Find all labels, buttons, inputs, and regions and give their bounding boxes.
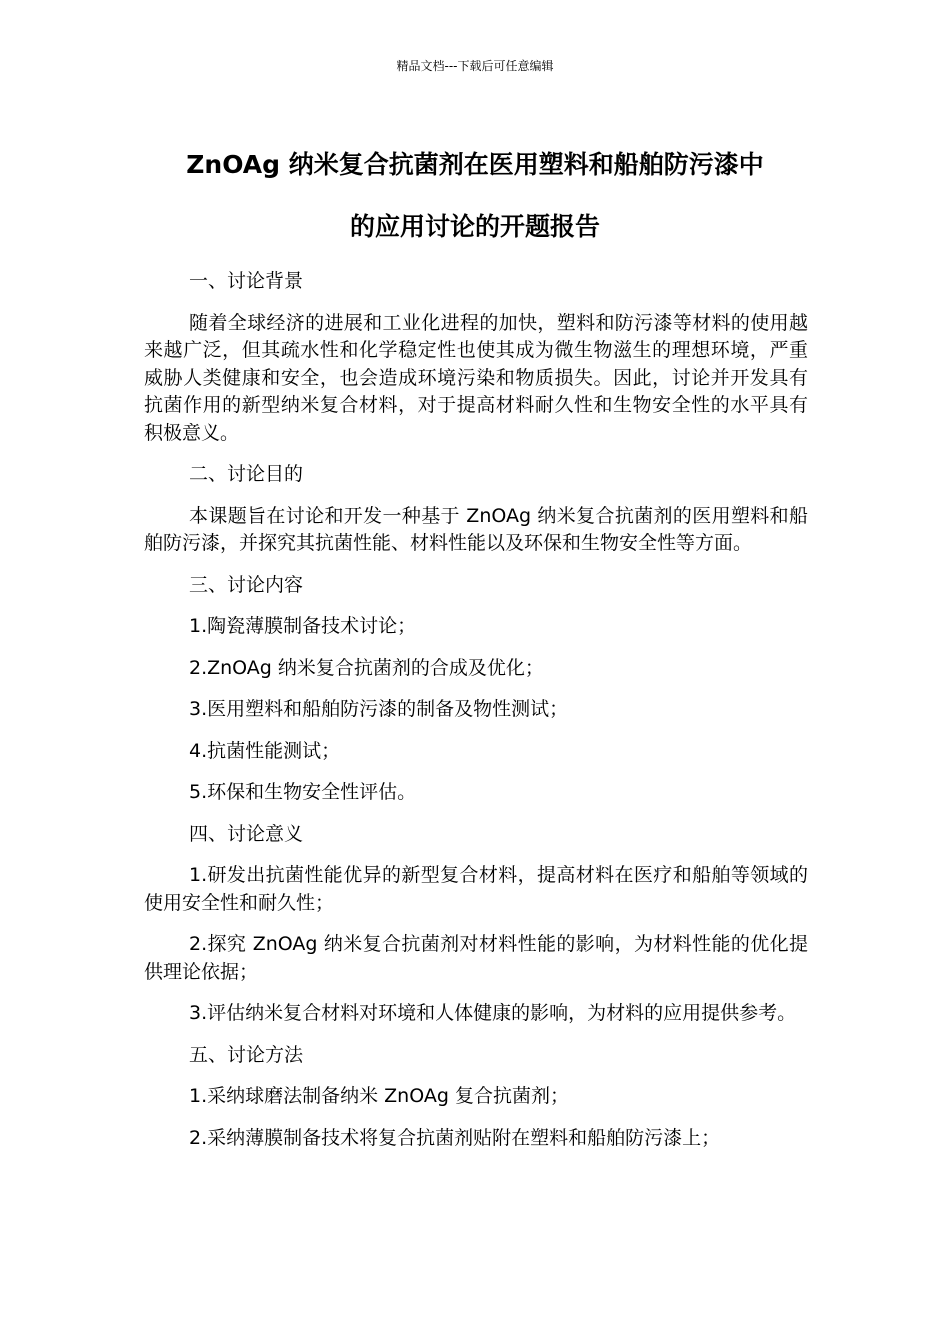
list-item: 1.研发出抗菌性能优异的新型复合材料，提高材料在医疗和船舶等领域的使用安全性和耐久性；: [144, 864, 808, 914]
list-item: 4.抗菌性能测试；: [189, 739, 341, 762]
section-heading-content: 三、讨论内容: [189, 573, 304, 596]
list-item: 1.陶瓷薄膜制备技术讨论；: [189, 615, 417, 637]
list-item: 1.采纳球磨法制备纳米 ZnOAg 复合抗菌剂；: [189, 1085, 569, 1107]
list-item: 2.采纳薄膜制备技术将复合抗菌剂贴附在塑料和船舶防污漆上；: [189, 1126, 721, 1149]
list-item: 5.环保和生物安全性评估。: [189, 781, 417, 803]
paragraph-purpose: 本课题旨在讨论和开发一种基于 ZnOAg 纳米复合抗菌剂的医用塑料和船舶防污漆，并探究其抗菌性能、材料性能以及环保和生物安全性等方面。: [144, 504, 808, 554]
list-item: 2.ZnOAg 纳米复合抗菌剂的合成及优化；: [189, 656, 544, 679]
title-line-1: ZnOAg 纳米复合抗菌剂在医用塑料和船舶防污漆中: [186, 150, 764, 179]
section-heading-significance: 四、讨论意义: [189, 822, 304, 845]
list-item: 2.探究 ZnOAg 纳米复合抗菌剂对材料性能的影响，为材料性能的优化提供理论依据；: [144, 933, 808, 983]
section-heading-background: 一、讨论背景: [189, 270, 304, 292]
list-item: 3.医用塑料和船舶防污漆的制备及物性测试；: [189, 698, 569, 720]
paragraph-background: 随着全球经济的进展和工业化进程的加快，塑料和防污漆等材料的使用越来越广泛，但其疏水性和化学稳定性也使其成为微生物滋生的理想环境，严重威胁人类健康和安全，也会造成环境污染和物质损失。因此，讨论并开发具有抗菌作用的新型纳米复合材料，对于提高材料耐久性和生物安全性的水平具有积极意义。: [144, 311, 808, 444]
list-item: 3.评估纳米复合材料对环境和人体健康的影响，为材料的应用提供参考。: [189, 1002, 797, 1024]
page-header: 精品文档---下载后可任意编辑: [396, 59, 554, 73]
document-body: [144, 268, 808, 1166]
title-line-2: 的应用讨论的开题报告: [349, 212, 600, 241]
section-heading-methods: 五、讨论方法: [189, 1043, 304, 1066]
document-title: [120, 134, 830, 258]
section-heading-purpose: 二、讨论目的: [189, 463, 304, 485]
